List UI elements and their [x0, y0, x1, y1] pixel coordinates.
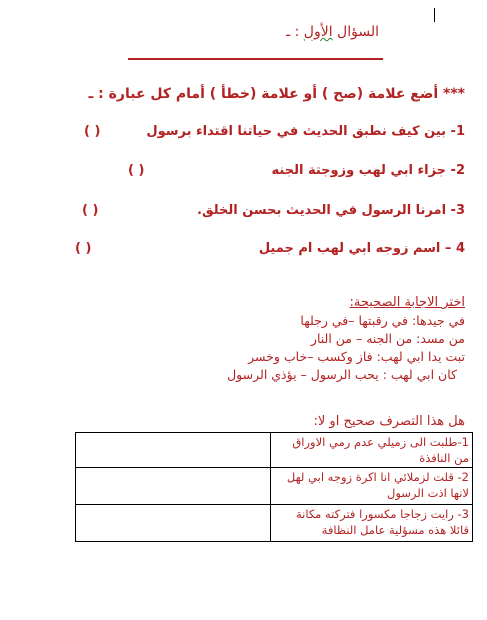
spellcheck-underlined-word: الأول: [303, 24, 333, 40]
choice-line-4: كان ابي لهب : يحب الرسول – يؤذي الرسول: [227, 367, 457, 382]
tf-answer-blank-3[interactable]: ( ): [82, 203, 99, 218]
tf-item-1: 1- بين كيف نطبق الحديث في حياتنا اقتداء برسول: [146, 124, 465, 139]
tf-item-4: 4 – اسم زوجه ابي لهب ام جميل: [258, 241, 465, 256]
tf-item-3: 3- امرنا الرسول في الحديث بحسن الخلق.: [197, 203, 465, 218]
behavior-statement-1: 1-طلبت الى زميلي عدم رمي الاوراق من النافذة: [270, 433, 472, 468]
table-row: [76, 433, 473, 468]
question-title-text: السؤال الأول : ـ: [286, 24, 379, 40]
choice-line-1: في جيدها: في رقبتها –في رجلها: [300, 313, 465, 328]
behavior-answer-cell-3[interactable]: [76, 505, 271, 542]
tf-answer-blank-2[interactable]: ( ): [128, 163, 145, 178]
text-cursor: [434, 8, 435, 22]
title-underline-rule: [128, 58, 383, 60]
choose-section-title: اختر الاجابة الصحيحة:: [349, 295, 465, 310]
behavior-answer-cell-2[interactable]: [76, 468, 271, 505]
behavior-answer-cell-1[interactable]: [76, 433, 271, 468]
behavior-section-title: هل هذا التصرف صحيح او لا:: [313, 414, 465, 429]
behavior-statement-3: 3- رايت زجاجا مكسورا فتركته مكانة قائلا هذه مسؤلية عامل النظافة: [270, 505, 472, 542]
question-title: [286, 24, 379, 40]
instruction: *** أضع علامة (صح ) أو علامة (خطأ ) أمام كل عبارة : ـ: [88, 86, 465, 102]
table-row: [76, 468, 473, 505]
tf-answer-blank-4[interactable]: ( ): [75, 241, 92, 256]
choice-line-2: من مسد: من الجنه – من النار: [310, 331, 465, 346]
table-row: [76, 505, 473, 542]
behavior-statement-2: 2- قلت لزملائي انا اكرة زوجه ابي لهل لانها اذت الرسول: [270, 468, 472, 505]
tf-answer-blank-1[interactable]: ( ): [84, 124, 101, 139]
tf-item-2: 2- جزاء ابي لهب وزوجتة الجنه: [271, 163, 465, 178]
choice-line-3: تبت يدا ابي لهب: فاز وكسب –خاب وخسر: [248, 349, 465, 364]
behavior-table: [75, 432, 473, 542]
